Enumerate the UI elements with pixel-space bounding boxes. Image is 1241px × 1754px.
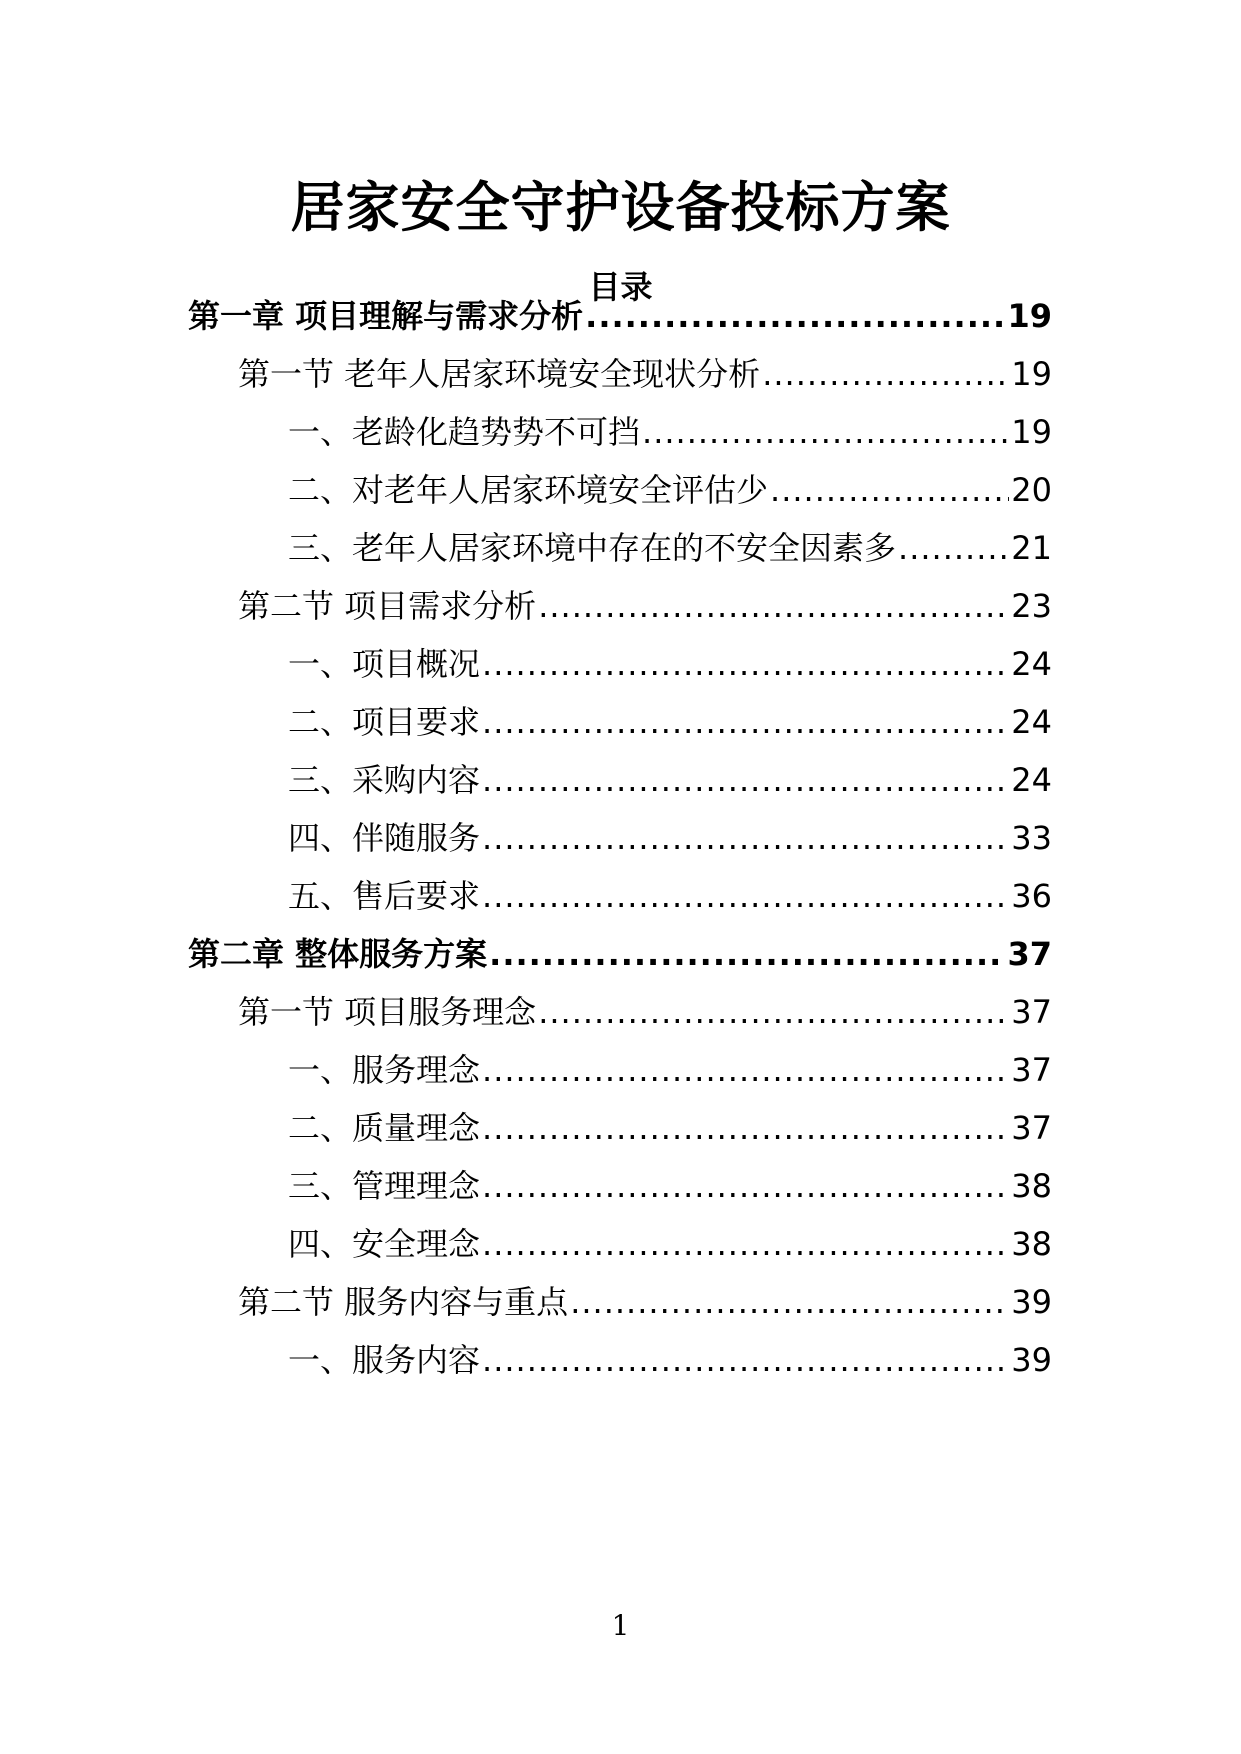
toc-entry-label: 第二章 整体服务方案 — [188, 935, 488, 973]
toc-entry-page: 39 — [1011, 1283, 1052, 1321]
toc-entry-label: 第二节 服务内容与重点 — [238, 1283, 569, 1321]
toc-entry-label: 二、对老年人居家环境安全评估少 — [288, 471, 769, 509]
toc-subsection-entry[interactable] — [288, 1338, 1052, 1382]
toc-dot-leader — [538, 584, 1009, 628]
toc-subsection-entry[interactable] — [288, 1106, 1052, 1150]
toc-entry-page: 33 — [1011, 819, 1052, 857]
toc-dot-leader — [482, 1164, 1009, 1208]
toc-dot-leader — [482, 1222, 1009, 1266]
toc-entry-label: 一、服务内容 — [288, 1341, 481, 1379]
toc-subsection-entry[interactable] — [288, 1048, 1052, 1092]
toc-dot-leader — [482, 1338, 1009, 1382]
toc-entry-label: 二、项目要求 — [288, 703, 481, 741]
toc-dot-leader — [762, 352, 1009, 396]
toc-dot-leader — [482, 1106, 1009, 1150]
toc-dot-leader — [482, 874, 1009, 918]
toc-entry-page: 37 — [1011, 993, 1052, 1031]
toc-entry-label: 一、服务理念 — [288, 1051, 481, 1089]
toc-entry-label: 第一章 项目理解与需求分析 — [188, 297, 584, 335]
toc-entry-page: 37 — [1007, 935, 1052, 973]
toc-subsection-entry[interactable] — [288, 642, 1052, 686]
toc-section-entry[interactable] — [238, 352, 1052, 396]
toc-chapter-entry[interactable] — [188, 294, 1052, 338]
toc-entry-page: 38 — [1011, 1167, 1052, 1205]
toc-entry-page: 19 — [1011, 413, 1052, 451]
toc-subsection-entry[interactable] — [288, 1222, 1052, 1266]
toc-entry-label: 第一节 老年人居家环境安全现状分析 — [238, 355, 761, 393]
toc-subsection-entry[interactable] — [288, 526, 1052, 570]
toc-subsection-entry[interactable] — [288, 874, 1052, 918]
toc-dot-leader — [585, 294, 1005, 338]
toc-dot-leader — [482, 758, 1009, 802]
toc-entry-label: 五、售后要求 — [288, 877, 481, 915]
page-number: 1 — [611, 1609, 630, 1642]
toc-entry-page: 19 — [1011, 355, 1052, 393]
toc-subsection-entry[interactable] — [288, 816, 1052, 860]
toc-subsection-entry[interactable] — [288, 758, 1052, 802]
toc-entry-label: 第一节 项目服务理念 — [238, 993, 537, 1031]
toc-entry-page: 37 — [1011, 1051, 1052, 1089]
toc-entry-page: 39 — [1011, 1341, 1052, 1379]
toc-entry-label: 二、质量理念 — [288, 1109, 481, 1147]
toc-entry-label: 四、伴随服务 — [288, 819, 481, 857]
toc-entry-label: 四、安全理念 — [288, 1225, 481, 1263]
toc-subsection-entry[interactable] — [288, 1164, 1052, 1208]
toc-dot-leader — [482, 700, 1009, 744]
toc-heading: 目录 — [588, 268, 653, 306]
toc-entry-label: 三、管理理念 — [288, 1167, 481, 1205]
toc-entry-page: 38 — [1011, 1225, 1052, 1263]
toc-entry-page: 24 — [1011, 645, 1052, 683]
toc-entry-label: 三、采购内容 — [288, 761, 481, 799]
toc-section-entry[interactable] — [238, 990, 1052, 1034]
toc-section-entry[interactable] — [238, 584, 1052, 628]
toc-entry-label: 三、老年人居家环境中存在的不安全因素多 — [288, 529, 897, 567]
toc-dot-leader — [489, 932, 1005, 976]
toc-subsection-entry[interactable] — [288, 468, 1052, 512]
toc-entry-page: 24 — [1011, 703, 1052, 741]
toc-dot-leader — [482, 816, 1009, 860]
toc-dot-leader — [482, 1048, 1009, 1092]
toc-entry-page: 37 — [1011, 1109, 1052, 1147]
toc-subsection-entry[interactable] — [288, 700, 1052, 744]
toc-dot-leader — [898, 526, 1009, 570]
toc-entry-label: 第二节 项目需求分析 — [238, 587, 537, 625]
toc-entry-page: 19 — [1007, 297, 1052, 335]
toc-dot-leader — [482, 642, 1009, 686]
toc-entry-page: 20 — [1011, 471, 1052, 509]
toc-chapter-entry[interactable] — [188, 932, 1052, 976]
toc-dot-leader — [570, 1280, 1009, 1324]
toc-entry-label: 一、老龄化趋势势不可挡 — [288, 413, 641, 451]
toc-entry-page: 21 — [1011, 529, 1052, 567]
toc-entry-page: 23 — [1011, 587, 1052, 625]
toc-dot-leader — [538, 990, 1009, 1034]
toc-dot-leader — [770, 468, 1009, 512]
toc-entry-page: 24 — [1011, 761, 1052, 799]
toc-subsection-entry[interactable] — [288, 410, 1052, 454]
toc-dot-leader — [642, 410, 1009, 454]
toc-section-entry[interactable] — [238, 1280, 1052, 1324]
document-title: 居家安全守护设备投标方案 — [290, 176, 951, 239]
toc-entry-label: 一、项目概况 — [288, 645, 481, 683]
toc-entry-page: 36 — [1011, 877, 1052, 915]
